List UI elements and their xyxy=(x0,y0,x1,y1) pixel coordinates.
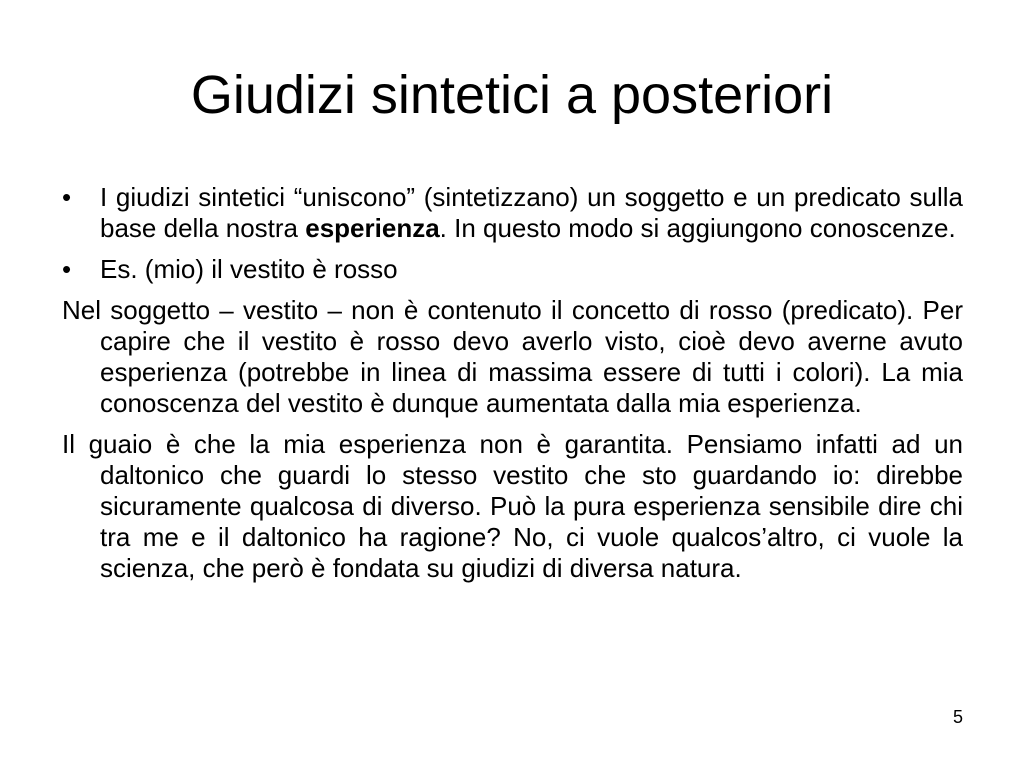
bullet-item xyxy=(62,254,963,285)
paragraph: Il guaio è che la mia esperienza non è garantita. Pensiamo infatti ad un daltonico che guardi lo stesso vestito che sto guardando io: direbbe sicuramente qualcosa di diverso. Può la pura esperienza sensibile dire chi tra me e il daltonico ha ragione? No, ci vuole qualcos’altro, ci vuole la scienza, che però è fondata su giudizi di diversa natura. xyxy=(62,429,963,583)
bullet-text: Es. (mio) il vestito è rosso xyxy=(100,254,398,284)
slide-body xyxy=(62,182,963,594)
slide-title: Giudizi sintetici a posteriori xyxy=(190,65,834,125)
bold-term: esperienza xyxy=(305,213,440,243)
bullet-marker: • xyxy=(62,254,72,284)
bullet-marker: • xyxy=(62,182,72,212)
bullet-text xyxy=(100,182,963,244)
bullet-text-part: . In questo modo si aggiungono conoscenze. xyxy=(439,213,956,243)
bullet-item xyxy=(62,182,963,244)
paragraph: Nel soggetto – vestito – non è contenuto il concetto di rosso (predicato). Per capire che il vestito è rosso devo averlo visto, cioè devo averne avuto esperienza (potrebbe in linea di massima essere di tutti i colori). La mia conoscenza del vestito è dunque aumentata dalla mia esperienza. xyxy=(62,295,963,418)
page-number: 5 xyxy=(952,707,963,727)
bullet-text-part: I giudizi sintetici “uniscono” (sintetizzano) un soggetto e un predicato sulla base della nostra xyxy=(100,182,963,243)
